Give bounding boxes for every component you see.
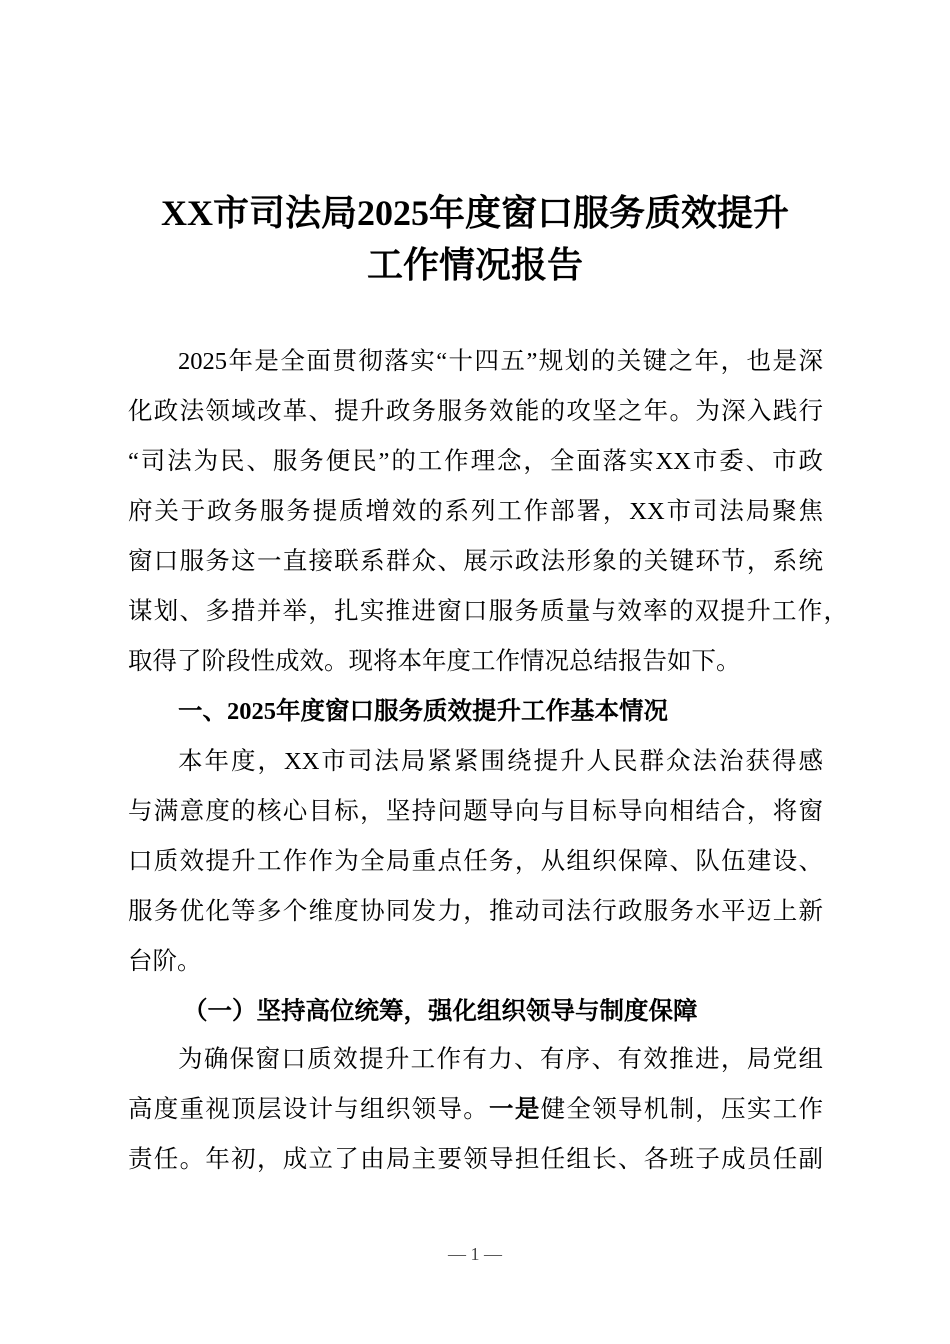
paragraph-2-line: 与满意度的核心目标，坚持问题导向与目标导向相结合，将窗: [128, 798, 823, 825]
text-segment: 健全领导机制，压实工作: [540, 1096, 824, 1123]
paragraph-2-line: 台阶。: [128, 948, 202, 975]
document-title-line-2: 工作情况报告: [366, 245, 583, 285]
text-segment: 高度重视顶层设计与组织领导。: [128, 1096, 490, 1123]
section-heading-1: 一、2025年度窗口服务质效提升工作基本情况: [178, 698, 668, 725]
paragraph-1-line: 取得了阶段性成效。现将本年度工作情况总结报告如下。: [128, 648, 741, 675]
paragraph-3-line: 责任。年初，成立了由局主要领导担任组长、各班子成员任副: [128, 1146, 823, 1173]
paragraph-3-line: [128, 1085, 823, 1135]
paragraph-1-line: 府关于政务服务提质增效的系列工作部署，XX市司法局聚焦: [128, 498, 823, 525]
bold-emphasis: 一是: [489, 1096, 541, 1123]
paragraph-1-line: “司法为民、服务便民”的工作理念，全面落实XX市委、市政: [128, 448, 823, 475]
paragraph-2-line: 口质效提升工作作为全局重点任务，从组织保障、队伍建设、: [128, 848, 823, 875]
subsection-heading-1: （一）坚持高位统筹，强化组织领导与制度保障: [183, 998, 698, 1025]
paragraph-2-line: 本年度，XX市司法局紧紧围绕提升人民群众法治获得感: [178, 748, 823, 775]
paragraph-3-line: 为确保窗口质效提升工作有力、有序、有效推进，局党组: [178, 1046, 823, 1073]
paragraph-1-line: 2025年是全面贯彻落实“十四五”规划的关键之年，也是深: [178, 348, 823, 375]
page-number: — 1 —: [448, 1244, 502, 1264]
paragraph-1-line: 化政法领域改革、提升政务服务效能的攻坚之年。为深入践行: [128, 398, 823, 425]
paragraph-1-line: 窗口服务这一直接联系群众、展示政法形象的关键环节，系统: [128, 548, 823, 575]
paragraph-1-line: 谋划、多措并举，扎实推进窗口服务质量与效率的双提升工作，: [128, 598, 848, 625]
paragraph-2-line: 服务优化等多个维度协同发力，推动司法行政服务水平迈上新: [128, 898, 823, 925]
document-title-line-1: XX市司法局2025年度窗口服务质效提升: [161, 193, 789, 233]
